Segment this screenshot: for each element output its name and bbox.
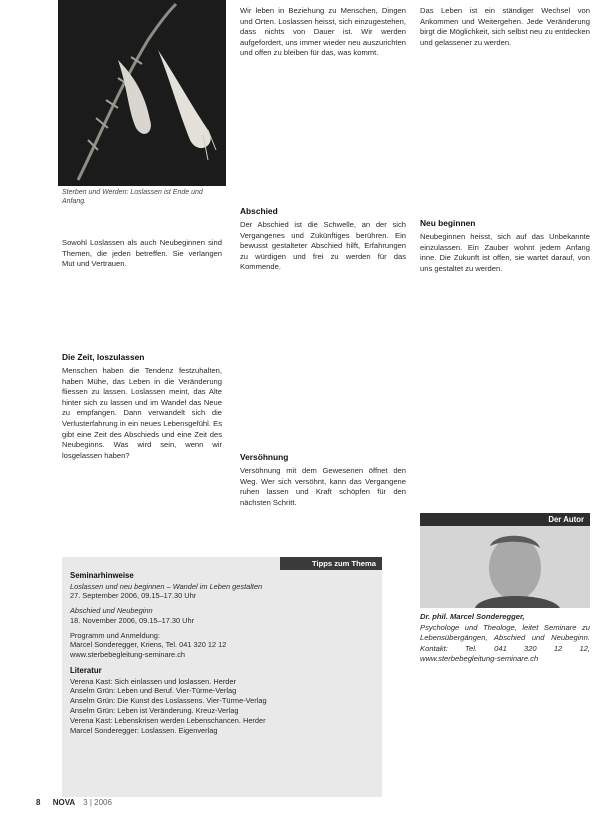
flower-image [58,0,226,186]
literature-item: Anselm Grün: Leben und Beruf. Vier-Türme-Verlag [70,686,237,696]
col2-heading-versoehnung: Versöhnung [240,452,289,462]
tips-tab: Tipps zum Thema [280,557,382,570]
contact-line1: Marcel Sonderegger, Kriens, Tel. 041 320 12 12 [70,640,227,650]
literature-item: Anselm Grün: Leben ist Veränderung. Kreuz-Verlag [70,706,239,716]
col3-text-top: Das Leben ist ein ständiger Wechsel von Ankommen und Weitergehen. Jede Veränderung birgt die Möglichkeit, sich selbst neu zu entdecken und gelassener zu werden. [420,6,590,47]
col1-heading: Die Zeit, loszulassen [62,352,145,362]
literature-list [70,677,370,736]
col2-text-versoehnung: Versöhnung mit dem Gewesenen öffnet den Weg. Wer sich versöhnt, kann das Vergangene ruhen lassen und Kraft schöpfen für den nächsten Schritt. [240,466,406,507]
seminar-heading: Seminarhinweise [70,571,134,580]
author-box [420,513,590,803]
intro-text: Sowohl Loslassen als auch Neubeginnen sind Themen, die jeden betreffen. Sie verlangen Mut und Vertrauen. [62,238,222,269]
contact-label: Programm und Anmeldung: [70,630,160,640]
issue-number: 3 | 2006 [83,798,112,807]
literature-item: Verena Kast: Lebenskrisen werden Lebenschancen. Herder [70,716,266,726]
col3-text-neu-beginnen: Neubeginnen heisst, sich auf das Unbekannte einzulassen. Ein Zauber wohnt jedem Anfang inne. Die Zukunft ist offen, sie wartet darauf, von uns gestaltet zu werden. [420,232,590,273]
seminar1-title: Loslassen und neu beginnen – Wandel im Leben gestalten [70,581,263,591]
page-footer [36,798,236,807]
tips-box [62,557,382,797]
literature-item: Marcel Sonderegger: Loslassen. Eigenverlag [70,726,218,736]
author-portrait [420,526,590,608]
author-bio: Psychologe und Theologe, leitet Seminare zu Lebensübergängen, Abschied und Neubeginn. Kontakt: Tel. 041 320 12 12, www.sterbebegleitung-seminare.ch [420,622,590,664]
page-number: 8 [36,798,41,807]
col2-text-top: Wir leben in Beziehung zu Menschen, Dingen und Orten. Loslassen heisst, sich einzugestehen, dass nichts von Dauer ist. Wir werden aufgefordert, uns immer wieder neu auszurichten und offen zu bleiben für das, was kommt. [240,6,406,58]
flower-photo [58,0,226,186]
col3-heading-neu-beginnen: Neu beginnen [420,218,476,228]
col2-heading-abschied: Abschied [240,206,278,216]
literature-item: Verena Kast: Sich einlassen und loslassen. Herder [70,676,236,686]
seminar2-date: 18. November 2006, 09.15–17.30 Uhr [70,615,195,625]
seminar1-date: 27. September 2006, 09.15–17.30 Uhr [70,591,197,601]
photo-caption: Sterben und Werden: Loslassen ist Ende und Anfang. [62,189,203,206]
tips-content [70,571,370,736]
author-tab: Der Autor [420,513,590,526]
seminar2-title: Abschied und Neubeginn [70,606,153,616]
magazine-name: NOVA [52,798,75,807]
col1-text: Menschen haben die Tendenz festzuhalten, haben Mühe, das Leben in die Veränderung fliessen zu lassen. Loslassen meint, das Alte hinter sich zu lassen und im Wandel das Neue zu empfangen. Dann verwandelt sich die Verlusterfahrung in ein neues Lebensgefühl. Es gibt eine Zeit des Abschieds und eine Zeit des Neubeginns. Was wird sein, wenn wir losgelassen haben? [62,366,222,460]
contact-link[interactable]: www.sterbebegleitung-seminare.ch [70,650,186,660]
literature-item: Anselm Grün: Die Kunst des Loslassens. Vier-Türme-Verlag [70,696,267,706]
author-photo [420,526,590,608]
literature-heading: Literatur [70,666,102,676]
author-name: Dr. phil. Marcel Sonderegger, [420,612,525,621]
col2-text-abschied: Der Abschied ist die Schwelle, an der sich Vergangenes und Zukünftiges berühren. Ein bewusst gestalteter Abschied hilft, Erfahrungen zu würdigen und frei zu werden für das Kommende. [240,220,406,272]
